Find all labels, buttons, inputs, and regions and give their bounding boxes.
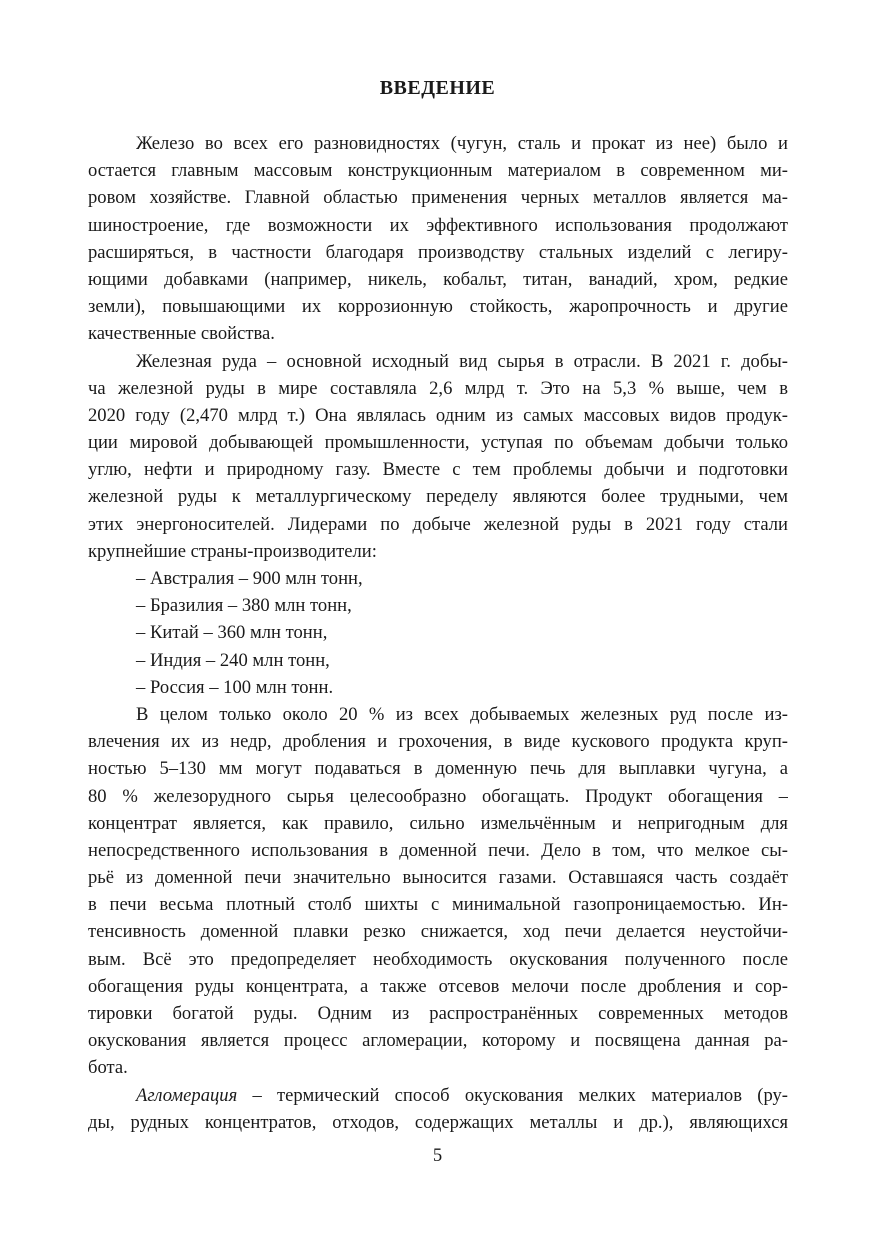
text-line: вым. Всё это предопределяет необходимость окускования полученного после <box>88 948 788 970</box>
text-line: Железо во всех его разновидностях (чугун, сталь и прокат из нее) было и <box>136 133 788 154</box>
text-line: концентрат является, как правило, сильно измельчённым и непригодным для <box>88 812 788 834</box>
text-line: бота. <box>88 1057 128 1079</box>
body-text <box>88 130 788 1136</box>
page-title: ВВЕДЕНИЕ <box>379 77 496 99</box>
text-line: земли), повышающими их коррозионную стойкость, жаропрочность и другие <box>88 296 788 318</box>
text-line: ностью 5–130 мм могут подаваться в доменную печь для выплавки чугуна, а <box>88 758 788 780</box>
text-line: остается главным массовым конструкционным материалом в современном ми- <box>88 160 788 182</box>
text-line: ча железной руды в мире составляла 2,6 млрд т. Это на 5,3 % выше, чем в <box>88 377 788 399</box>
page-number: 5 <box>432 1145 443 1166</box>
text-line: 80 % железорудного сырья целесообразно обогащать. Продукт обогащения – <box>88 785 788 807</box>
text-line: железной руды к металлургическому переделу являются более трудными, чем <box>88 486 788 508</box>
text-line: этих энергоносителей. Лидерами по добыче железной руды в 2021 году стали <box>88 513 788 535</box>
list-item: – Китай – 360 млн тонн, <box>136 622 328 644</box>
paragraph-4 <box>88 1082 788 1136</box>
text-fragment: – термический способ окускования мелких материалов (ру- <box>237 1084 788 1106</box>
text-line: 2020 году (2,470 млрд т.) Она являлась одним из самых массовых видов продук- <box>88 404 788 426</box>
text-line: обогащения руды концентрата, а также отсевов мелочи после дробления и сор- <box>88 975 788 997</box>
text-line: в печи весьма плотный столб шихты с минимальной газопроницаемостью. Ин- <box>88 894 788 916</box>
text-line: ции мировой добывающей промышленности, уступая по объемам добычи только <box>88 432 788 454</box>
text-line: тировки богатой руды. Одним из распространённых современных методов <box>88 1003 788 1024</box>
text-line: ровом хозяйстве. Главной областью применения черных металлов является ма- <box>88 187 788 209</box>
text-line: углю, нефти и природному газу. Вместе с тем проблемы добычи и подготовки <box>88 459 788 481</box>
text-line: окускования является процесс агломерации, которому и посвящена данная ра- <box>88 1030 788 1052</box>
term-agglomeration: Агломерация <box>136 1084 238 1106</box>
list-item: – Россия – 100 млн тонн. <box>136 676 334 698</box>
paragraph-2 <box>88 348 788 566</box>
text-line: крупнейшие страны-производители: <box>88 540 377 562</box>
text-line: непосредственного использования в доменной печи. Дело в том, что мелкое сы- <box>88 839 788 861</box>
producers-list <box>88 565 788 701</box>
text-line: качественные свойства. <box>88 323 275 345</box>
text-line: шиностроение, где возможности их эффективного использования продолжают <box>88 214 788 236</box>
text-line: тенсивность доменной плавки резко снижается, ход печи делается неустойчи- <box>88 921 788 943</box>
text-line: ющими добавками (например, никель, кобальт, титан, ванадий, хром, редкие <box>88 268 788 290</box>
text-line: расширяться, в частности благодаря производству стальных изделий с легиру- <box>88 241 788 263</box>
text-line: В целом только около 20 % из всех добываемых железных руд после из- <box>136 703 788 725</box>
paragraph-3 <box>88 701 788 1082</box>
list-item: – Австралия – 900 млн тонн, <box>136 568 363 589</box>
list-item: – Бразилия – 380 млн тонн, <box>136 595 352 617</box>
text-line: Железная руда – основной исходный вид сырья в отрасли. В 2021 г. добы- <box>136 350 788 372</box>
text-line: влечения их из недр, дробления и грохочения, в виде кускового продукта круп- <box>88 731 788 753</box>
text-line <box>88 1082 788 1109</box>
text-line: рьё из доменной печи значительно выносится газами. Оставшаяся часть создаёт <box>88 867 788 889</box>
paragraph-1 <box>88 130 788 348</box>
text-line: ды, рудных концентратов, отходов, содержащих металлы и др.), являющихся <box>88 1111 788 1133</box>
list-item: – Индия – 240 млн тонн, <box>136 649 330 671</box>
